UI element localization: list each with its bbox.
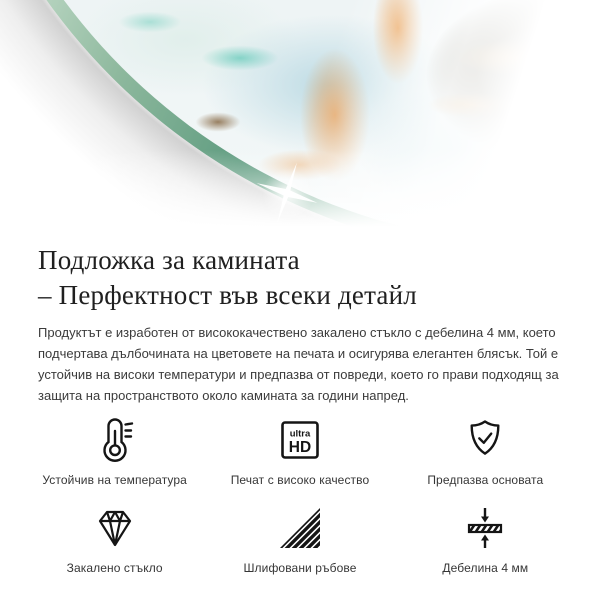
diamond-icon: [91, 504, 139, 552]
ultra-hd-icon: [276, 416, 324, 464]
polished-edges-icon: [276, 504, 324, 552]
title-line-1: Подложка за камината: [38, 245, 300, 275]
shield-check-icon: [461, 416, 509, 464]
thickness-icon: [461, 504, 509, 552]
feature-thickness: [393, 504, 578, 575]
glint-sparkle-icon: [252, 158, 322, 228]
feature-grid: [0, 416, 600, 575]
feature-temperature: [22, 416, 207, 487]
feature-tempered-glass: [22, 504, 207, 575]
hero-product-image: [0, 0, 600, 230]
feature-label: Устойчив на температура: [42, 473, 187, 487]
hd-label: HD: [288, 439, 312, 456]
thermometer-icon: [91, 416, 139, 464]
feature-polished-edges: [207, 504, 392, 575]
page-title: [38, 243, 562, 313]
product-description: Продуктът е изработен от висококачествено закалено стъкло с дебелина 4 мм, което подчертава дълбочината на цветовете на печата и осигурява елегантен блясък. Той е устойчив на високи температури и предпазва от повреди, което го прави подходящ за защита на пространството около камината за години напред.: [38, 325, 559, 403]
feature-protects-base: [393, 416, 578, 487]
feature-label: Шлифовани ръбове: [243, 561, 357, 575]
feature-label: Печат с високо качество: [230, 473, 370, 487]
feature-print-quality: [207, 416, 392, 487]
feature-label: Закалено стъкло: [66, 561, 163, 575]
ultra-label: ultra: [289, 428, 311, 440]
title-line-2: – Перфектност във всеки детайл: [38, 280, 417, 310]
feature-label: Дебелина 4 мм: [442, 561, 529, 575]
feature-label: Предпазва основата: [427, 473, 544, 487]
